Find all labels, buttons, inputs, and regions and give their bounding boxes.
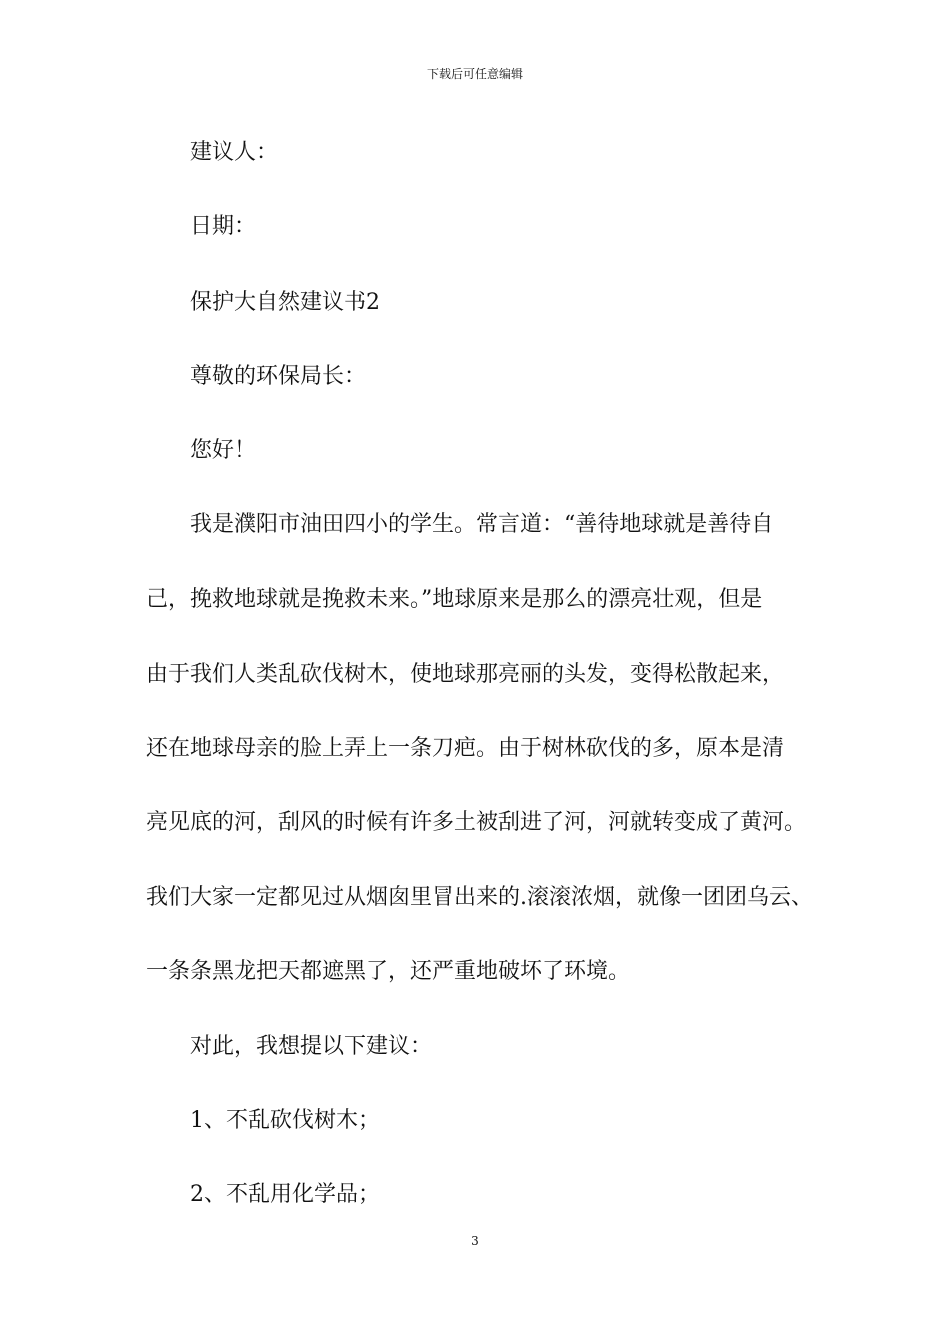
salutation: 尊敬的环保局长： (190, 364, 367, 389)
suggestion-item: 2、不乱用化学品； (190, 1182, 380, 1207)
paragraph-line: 我是濮阳市油田四小的学生。常言道：“善待地球就是善待自 (190, 512, 774, 537)
paragraph-line: 一条条黑龙把天都遮黑了，还严重地破坏了环境。 (146, 959, 631, 984)
paragraph-line: 我们大家一定都见过从烟囱里冒出来的.滚滚浓烟，就像一团团乌云、 (146, 885, 813, 910)
document-title: 保护大自然建议书2 (190, 290, 380, 315)
paragraph-line: 由于我们人类乱砍伐树木，使地球那亮丽的头发，变得松散起来， (146, 662, 785, 687)
page-number: 3 (471, 1234, 479, 1248)
header-note: 下载后可任意编辑 (426, 67, 523, 81)
paragraph-line: 亮见底的河，刮风的时候有许多土被刮进了河，河就转变成了黄河。 (146, 810, 807, 835)
suggestion-item: 1、不乱砍伐树木； (190, 1108, 380, 1133)
date-label: 日期： (190, 214, 257, 239)
suggestion-intro: 对此，我想提以下建议： (190, 1034, 433, 1059)
proposer-label: 建议人： (190, 140, 279, 165)
greeting: 您好！ (190, 438, 257, 463)
paragraph-line: 还在地球母亲的脸上弄上一条刀疤。由于树林砍伐的多，原本是清 (146, 736, 785, 761)
paragraph-line: 己，挽救地球就是挽救未来。”地球原来是那么的漂亮壮观，但是 (146, 587, 763, 612)
